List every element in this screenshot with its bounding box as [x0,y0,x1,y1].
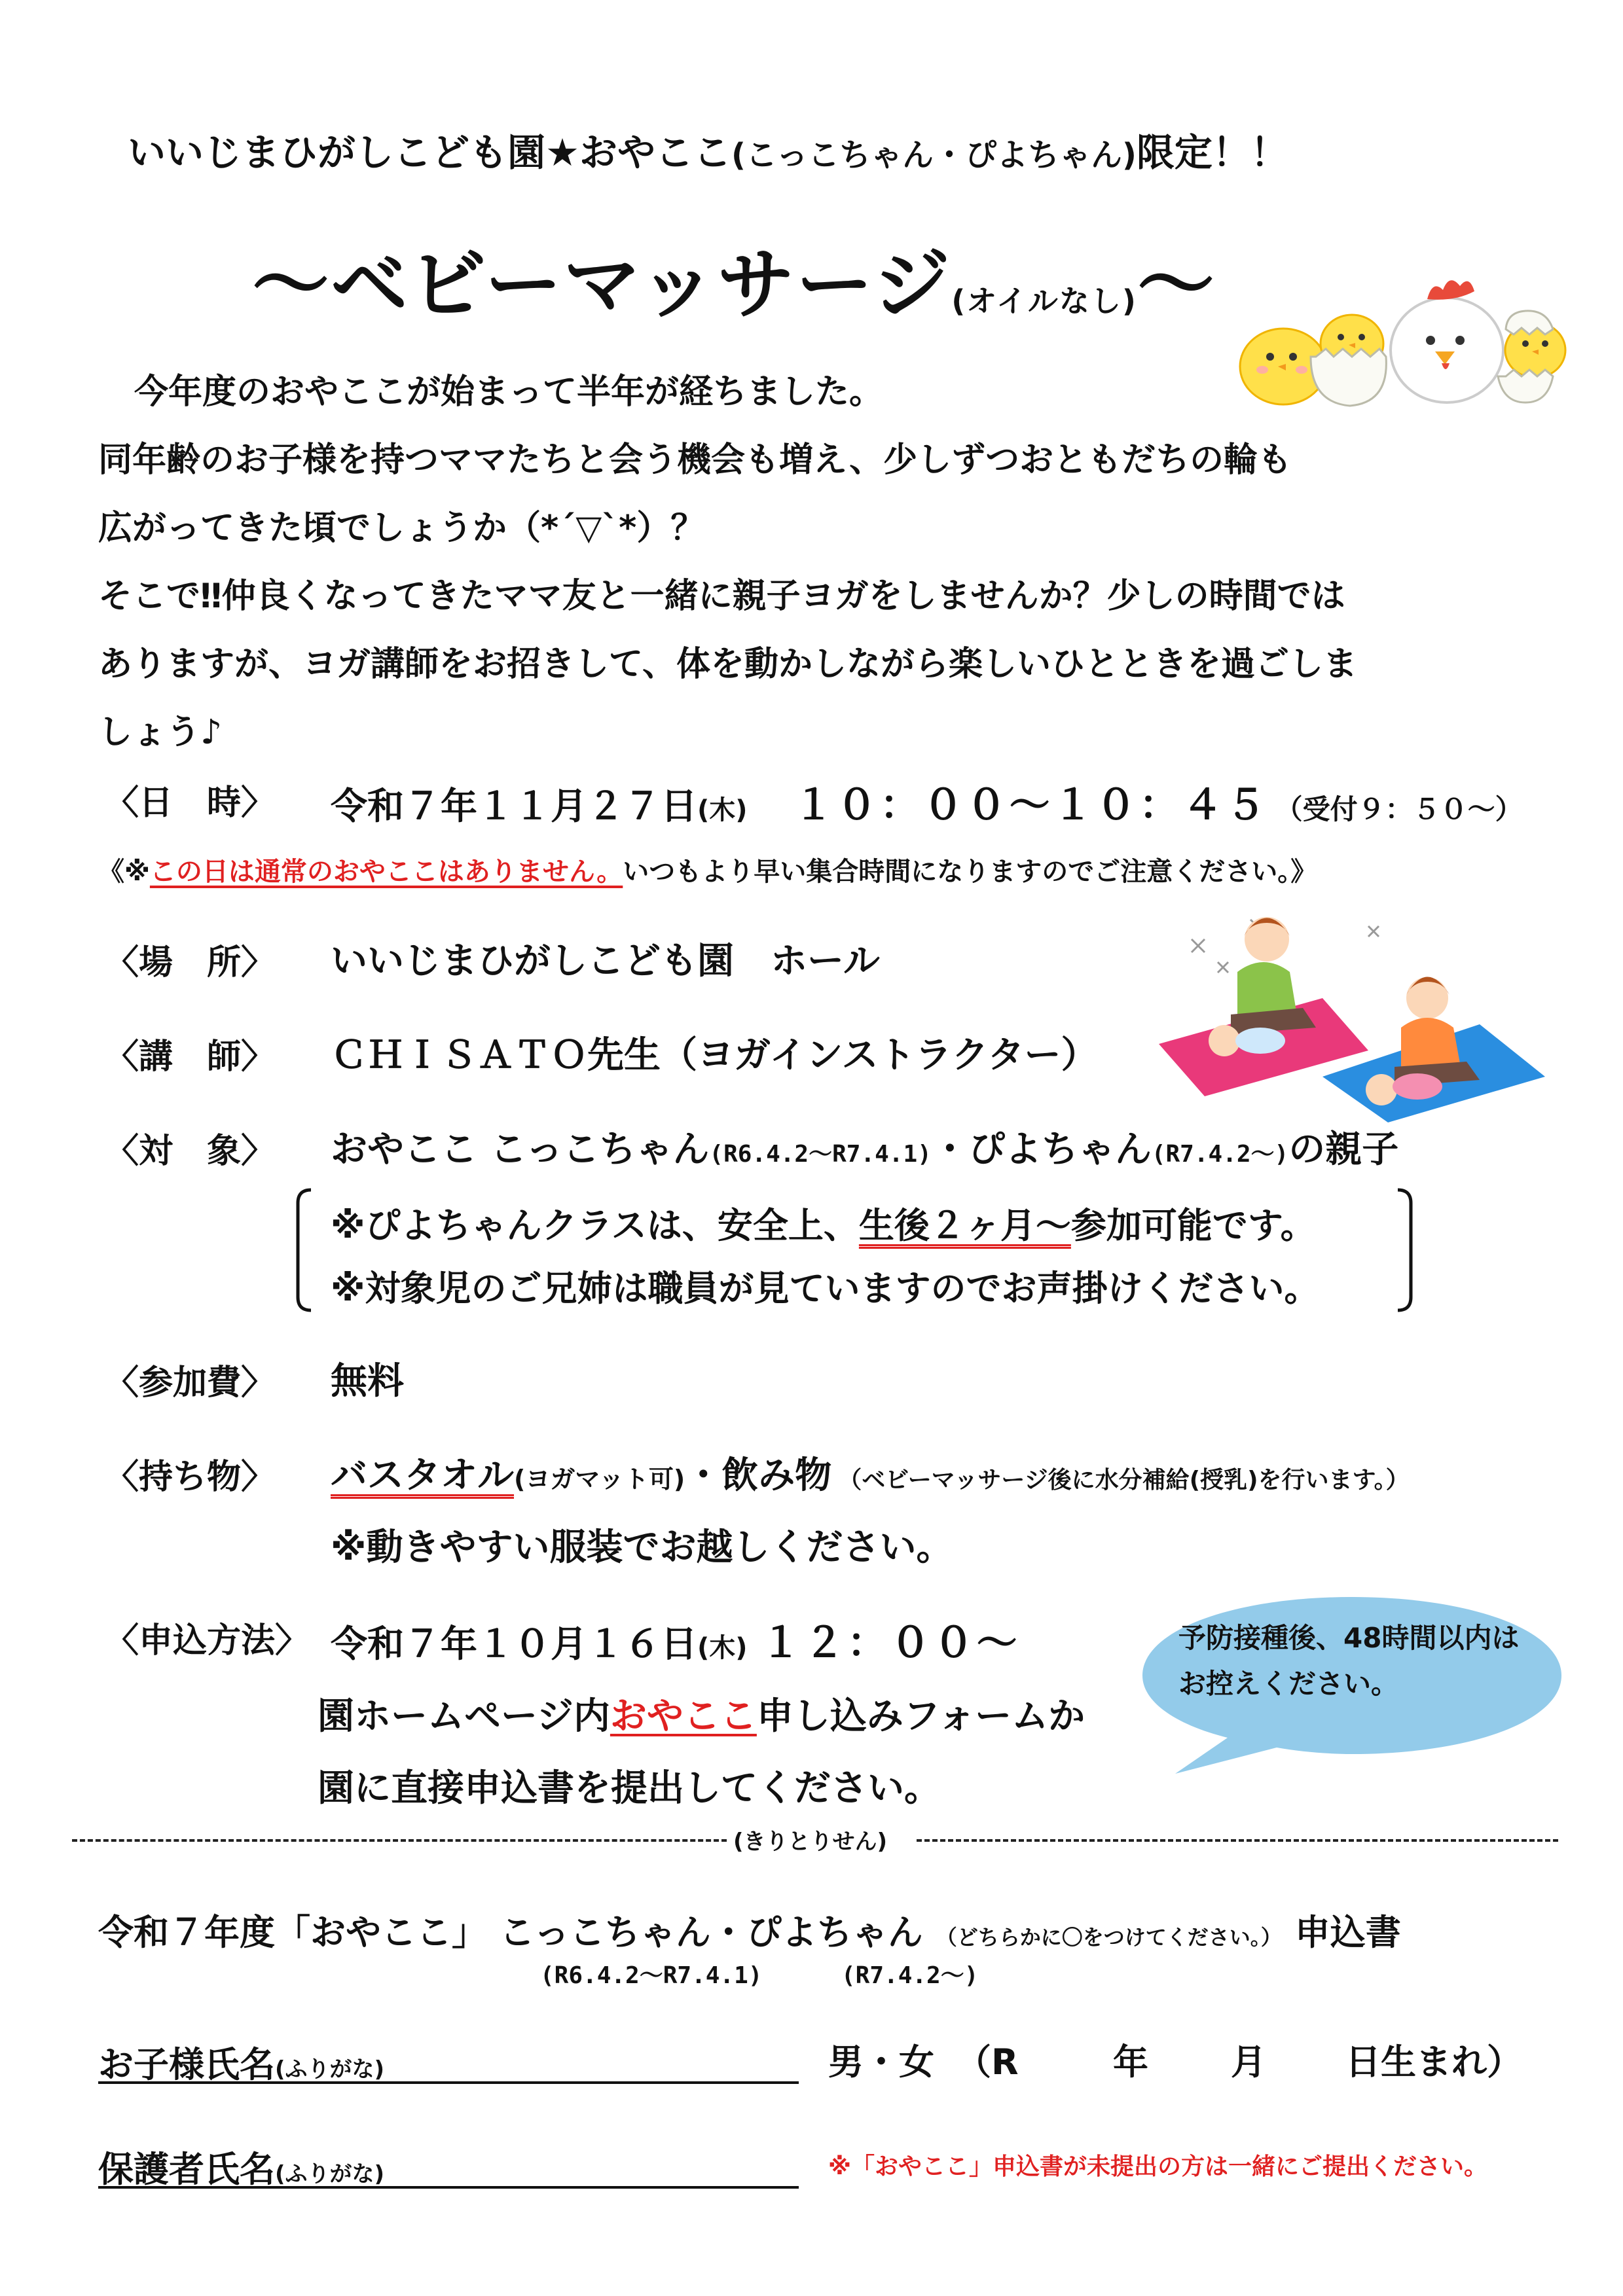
reception-time: （受付９：５０～） [1275,793,1523,825]
guardian-kana: (ふりがな) [275,2161,385,2187]
birth-open: （R [956,2041,1019,2083]
target-range-1: (R6.4.2～R7.4.1) [709,1141,932,1168]
target-kokko: おやここ こっこちゃん [331,1128,710,1171]
datetime-note [98,851,1317,888]
datetime-label: 〈日 時〉 [105,783,276,823]
child-name-label [98,2037,384,2087]
item-towel-paren: (ヨガマット可) [514,1465,685,1494]
items-label: 〈持ち物〉 [105,1458,276,1497]
item-towel: バスタオル [331,1454,514,1497]
intro-line-5: ありますが、ヨガ講師をお招きして、体を動かしながら楽しいひとときを過ごしま [98,645,1357,684]
apply-oyakoko: おやここ [610,1695,757,1738]
title-left: ～ベビーマッサージ [252,240,952,330]
apply-date [331,1610,1020,1668]
target-note-1 [331,1198,1316,1248]
item-drink: ・飲み物 [685,1454,832,1497]
form-heading-note: （どちらかに〇をつけてください。） [936,1925,1282,1950]
intro-line-4: そこで‼仲良くなってきたママ友と一緒に親子ヨガをしませんか？少しの時間では [98,577,1345,616]
note-open: 《※ [98,857,150,887]
target-note-2: ※対象児のご兄姉は職員が見ていますのでお声掛けください。 [331,1268,1320,1309]
target-range-2: (R7.4.2～) [1151,1141,1289,1168]
place-value: いいじまひがしこども園 ホール [331,940,880,982]
cut-line-right [917,1839,1558,1842]
intro-line-2: 同年齢のお子様を持つママたちと会う機会も増え、少しずつおともだちの輪も [98,440,1292,480]
birth-day: 日生まれ） [1345,2041,1522,2083]
child-kana: (ふりがな) [275,2056,385,2083]
apply-line-3: 園に直接申込書を提出してください。 [318,1767,941,1810]
place-label: 〈場 所〉 [105,943,276,982]
note1-suffix: 参加可能です。 [1070,1205,1316,1246]
target-piyo: ・ぴよちゃん [931,1128,1152,1171]
fee-label: 〈参加費〉 [105,1363,276,1403]
event-time: １０：００～１０：４５ [793,781,1269,829]
cut-line-left [72,1839,727,1842]
chick-family-illustration-icon [1231,252,1571,409]
bubble-line-1: 予防接種後、48時間以内は [1178,1622,1520,1654]
apply-label: 〈申込方法〉 [105,1621,310,1660]
form-range-2: (R7.4.2～) [841,1962,979,1989]
fee-value: 無料 [331,1360,404,1403]
item-drink-note: （ベビーマッサージ後に水分補給(授乳)を行います。） [838,1467,1410,1494]
note1-age: 生後２ヶ月～ [858,1205,1071,1246]
event-date: 令和７年１１月２７日 [331,785,697,828]
items-clothes: ※動きやすい服装でお越しください。 [331,1526,953,1569]
page-title [252,223,1216,334]
title-paren: (オイルなし) [951,283,1137,319]
gender-select[interactable]: 男・女 [828,2041,934,2083]
teacher-label: 〈講 師〉 [105,1037,276,1077]
event-weekday: (木) [697,795,748,825]
birth-month: 月 [1231,2041,1266,2083]
form-heading-main: 令和７年度「おやここ」 こっこちゃん・ぴよちゃん [98,1912,923,1953]
child-name-field[interactable] [98,2081,799,2084]
target-tail: の親子 [1288,1128,1399,1171]
form-range-1: (R6.4.2～R7.4.1) [540,1962,763,1989]
child-label: お子様氏名 [98,2044,275,2085]
form-heading-tail: 申込書 [1294,1912,1401,1953]
title-right: ～ [1137,240,1216,330]
note-red-warning: この日は通常のおやここはありません。 [149,857,623,887]
note1-prefix: ※ぴよちゃんクラスは、安全上、 [331,1205,859,1246]
birth-year: 年 [1113,2041,1148,2083]
subtitle-tail: 限定！！ [1136,130,1288,175]
subtitle-paren: (こっこちゃん・ぴよちゃん) [731,137,1137,173]
apply-weekday: (木) [697,1633,748,1663]
teacher-value: ＣＨＩＳＡＴＯ先生（ヨガインストラクター） [331,1034,1098,1077]
guardian-name-label [98,2142,384,2192]
guardian-name-field[interactable] [98,2186,799,2189]
apply-form: 申し込みフォームか [756,1695,1085,1738]
datetime-value [331,772,1523,831]
guardian-note: ※「おやここ」申込書が未提出の方は一緒にご提出ください。 [828,2153,1487,2180]
apply-time: １２：００～ [760,1619,1020,1666]
intro-line-1: 今年度のおやここが始まって半年が経ちました。 [134,372,884,412]
guardian-label: 保護者氏名 [98,2149,275,2190]
subtitle-main: いいじまひがしこども園★おやここ [128,130,731,175]
target-value [331,1121,1398,1173]
intro-line-6: しょう♪ [98,713,223,752]
bubble-line-2: お控えください。 [1178,1668,1399,1700]
target-label: 〈対 象〉 [105,1132,276,1171]
items-value [331,1446,1410,1499]
form-heading [98,1905,1401,1955]
intro-line-3: 広がってきた頃でしょうか（*´▽`*）？ [98,509,705,548]
note-rest: いつもより早い集合時間になりますのでご注意ください。》 [623,857,1317,887]
apply-line-2 [318,1687,1085,1740]
mother-baby-massage-illustration-icon [1152,900,1558,1122]
header-subtitle [128,122,1288,177]
apply-day: 令和７年１０月１６日 [331,1623,697,1666]
apply-hp: 園ホームページ内 [318,1695,610,1738]
cut-line-label: (きりとりせん) [733,1829,888,1855]
